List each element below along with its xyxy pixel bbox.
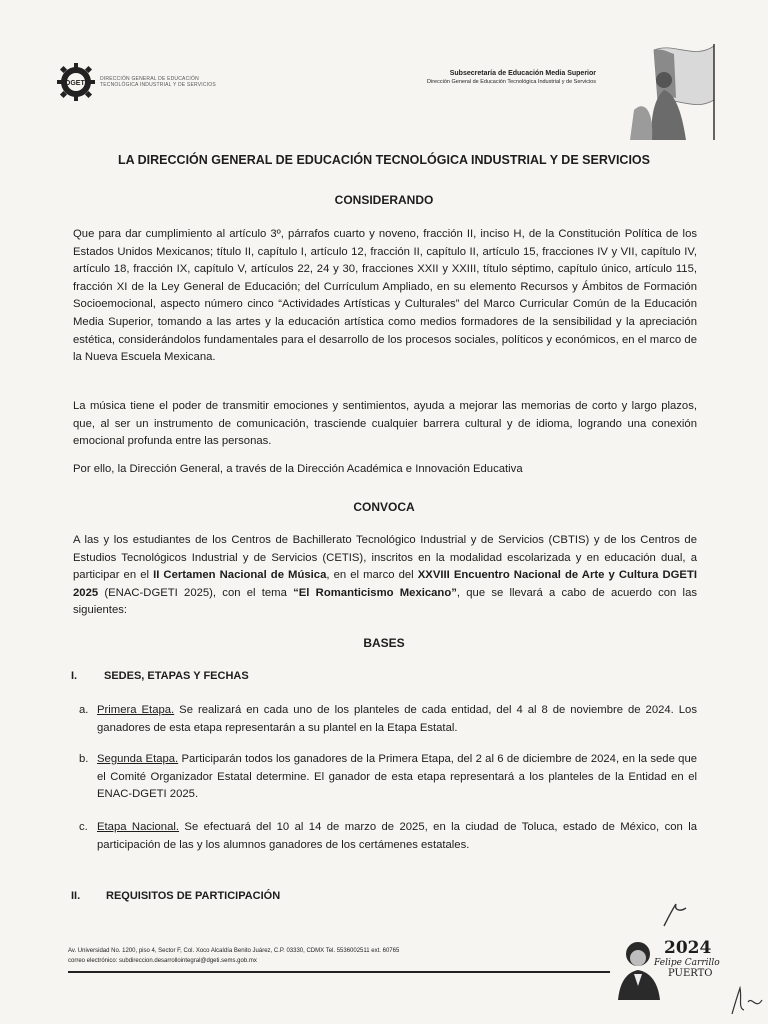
convoca-text-4: , que se llevará a cabo de acuerdo con las siguientes: <box>73 586 697 617</box>
section-1-title: SEDES, ETAPAS Y FECHAS <box>104 670 249 682</box>
considerando-paragraph-3: Por ello, la Dirección General, a través de la Dirección Académica e Innovación Educativa <box>73 463 523 475</box>
convoca-text-3: (ENAC-DGETI 2025), con el tema <box>98 586 294 599</box>
convoca-heading: CONVOCA <box>353 500 415 514</box>
puerto-label: PUERTO <box>668 968 713 979</box>
considerando-heading: CONSIDERANDO <box>334 193 434 207</box>
document-title: LA DIRECCIÓN GENERAL DE EDUCACIÓN TECNOLÓGICA INDUSTRIAL Y DE SERVICIOS <box>117 153 650 167</box>
footer-email: correo electrónico: subdireccion.desarrollointegral@dgeti.sems.gob.mx <box>68 958 257 964</box>
section-2-number: II. <box>71 890 81 902</box>
certamen-name: II Certamen Nacional de Música <box>153 569 327 582</box>
etapa-nacional-description: Se efectuará del 10 al 14 de marzo de 2025, en la ciudad de Toluca, estado de México, con la participación de las y los alumnos ganadores de los certámenes estatales. <box>97 821 697 851</box>
item-c-letter: c. <box>79 821 88 833</box>
convoca-text-2: , en el marco del <box>326 569 418 582</box>
primera-etapa-description: Se realizará en cada uno de los planteles de cada entidad, del 4 al 8 de noviembre de 2024. Los ganadores de esta etapa representarán a su plantel en la Etapa Estatal. <box>97 704 697 734</box>
year-2024-label: 2024 <box>664 938 712 958</box>
handwritten-initials <box>728 980 768 1020</box>
dgeti-gear-logo <box>56 62 96 102</box>
bases-heading: BASES <box>363 636 405 650</box>
logo-caption <box>100 76 220 88</box>
section-2-title: REQUISITOS DE PARTICIPACIÓN <box>106 890 281 902</box>
institution-header <box>427 69 596 87</box>
tema-name: “El Romanticismo Mexicano” <box>293 586 457 599</box>
item-a-text <box>97 702 697 737</box>
primera-etapa-label: Primera Etapa. <box>97 704 175 716</box>
felipe-carrillo-label: Felipe Carrillo <box>654 958 720 968</box>
section-1-number: I. <box>71 670 78 682</box>
footer-divider <box>68 971 610 973</box>
patria-flag-illustration <box>624 40 720 144</box>
handwritten-signature-mark <box>660 900 690 930</box>
footer-contact <box>68 946 399 966</box>
encuentro-name: XXVIII Encuentro Nacional de Arte y Cultura DGETI 2025 <box>73 569 697 599</box>
item-b-letter: b. <box>79 753 89 765</box>
item-c-text <box>97 819 697 854</box>
subsecretaria-line: Subsecretaría de Educación Media Superior <box>449 70 596 77</box>
convoca-paragraph <box>73 532 697 620</box>
considerando-paragraph-2: La música tiene el poder de transmitir emociones y sentimientos, ayuda a mejorar las memorias de corto y largo plazos, que, al ser un instrumento de comunicación, trasciende cualquier barrera cultural y de idioma, logrando una conexión emocional profunda entre las personas. <box>73 400 697 448</box>
etapa-nacional-label: Etapa Nacional. <box>97 821 180 833</box>
convoca-text-1: A las y los estudiantes de los Centros de Bachillerato Tecnológico Industrial y de Servicios (CBTIS) y de los Centros de Estudios Tecnológicos Industrial y de Servicios (CETIS), inscritos en la modalidad escolarizada y en educación dual, a participar en el <box>73 534 697 582</box>
segunda-etapa-label: Segunda Etapa. <box>97 753 179 765</box>
logo-caption-line-1: DIRECCIÓN GENERAL DE EDUCACIÓN <box>100 76 199 82</box>
direccion-general-line: Dirección General de Educación Tecnológica Industrial y de Servicios <box>427 79 596 85</box>
logo-caption-line-2: TECNOLÓGICA INDUSTRIAL Y DE SERVICIOS <box>100 82 216 88</box>
item-b-text <box>97 751 697 804</box>
item-a-letter: a. <box>79 704 89 716</box>
considerando-paragraph-1: Que para dar cumplimiento al artículo 3º, párrafos cuarto y noveno, fracción II, inciso H, de la Constitución Política de los Estados Unidos Mexicanos; título II, capítulo I, artículo 12, fracción II, capítulo II, artículo 15, fracciones IV y VII, capítulo IV, artículo 18, fracción IX, capítulo V, artículos 22, 24 y 30, fracciones XXII y XXIII, título séptimo, capítulo único, artículo 115, fracción XI de la Ley General de Educación; del Currículum Ampliado, en su elemento Recursos y Ámbitos de Formación Socioemocional, aspecto número cinco “Actividades Artísticas y Culturales” del Marco Curricular Común de la Educación Media Superior, tomando a las artes y la educación artística como medios formadores de la sensibilidad y la apreciación estética, considerándolos fundamentales para el desarrollo de los procesos sociales, políticos y económicos, en el marco de la Nueva Escuela Mexicana. <box>73 228 697 364</box>
segunda-etapa-description: Participarán todos los ganadores de la Primera Etapa, del 2 al 6 de diciembre de 2024, en la sede que el Comité Organizador Estatal determine. El ganador de esta etapa representará a los planteles de la Entidad en el ENAC-DGETI 2025. <box>97 753 698 801</box>
logo-letters: DGETI <box>65 80 87 87</box>
footer-address: Av. Universidad No. 1200, piso 4, Sector F, Col. Xoco Alcaldía Benito Juárez, C.P. 03330, CDMX Tel. 5536002511 ext. 60765 <box>68 948 400 954</box>
